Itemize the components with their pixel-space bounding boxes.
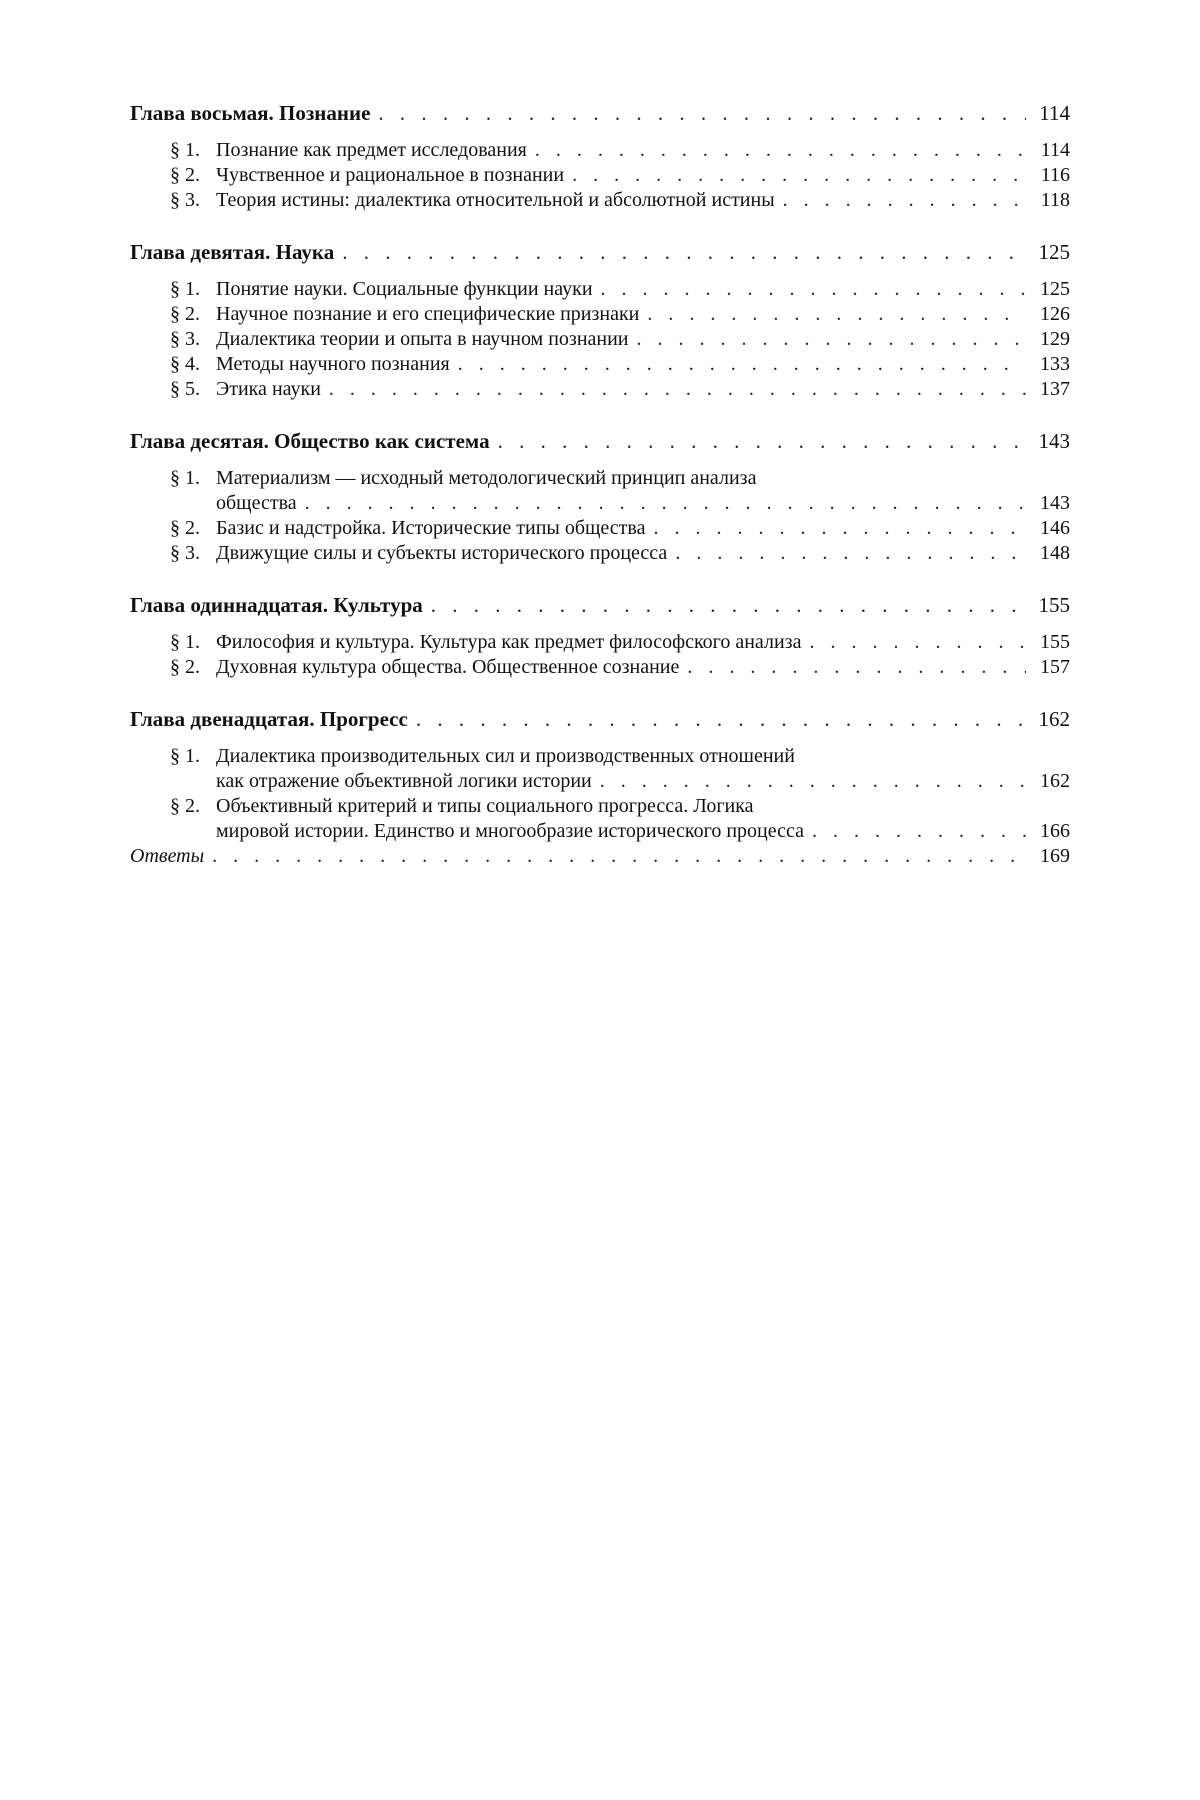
section-number: § 1. [170,467,200,489]
section-number: § 3. [170,542,200,564]
section-entry [170,302,1070,327]
chapter-page-number: 162 [1038,707,1070,731]
chapter-heading [130,426,1070,456]
section-title: Познание как предмет исследования [216,139,527,161]
leader-dots [653,516,1026,541]
section-title: Движущие силы и субъекты исторического процесса [216,542,668,564]
section-title: Понятие науки. Социальные функции науки [216,278,593,300]
section-number: § 2. [170,164,200,186]
section-number: § 2. [170,517,200,539]
section-title: Этика науки [216,378,321,400]
chapter-title: Глава десятая. Общество как система [130,429,490,453]
section-entry [170,377,1070,402]
chapter-heading [130,237,1070,267]
section-entry [170,327,1070,352]
section-page-number: 125 [1040,278,1070,300]
leader-dots [572,163,1026,188]
leader-dots [378,98,1026,128]
leader-dots [431,590,1026,620]
leader-dots [600,769,1026,794]
leader-dots [498,426,1026,456]
section-entry [170,794,1070,844]
leader-dots [647,302,1026,327]
section-title: Методы научного познания [216,353,450,375]
leader-dots [458,352,1026,377]
section-number: § 4. [170,353,200,375]
leader-dots [416,704,1026,734]
section-page-number: 126 [1040,303,1070,325]
chapter-heading [130,590,1070,620]
answers-page-number: 169 [1040,845,1070,867]
section-entry [170,188,1070,213]
section-number: § 1. [170,631,200,653]
section-title-line: мировой истории. Единство и многообразие исторического процесса [216,820,804,842]
leader-dots [809,630,1026,655]
section-entry [170,630,1070,655]
section-entry [170,516,1070,541]
chapter-heading [130,704,1070,734]
section-page-number: 146 [1040,517,1070,539]
answers-entry [130,844,1070,869]
section-number: § 2. [170,656,200,678]
section-list [170,466,1070,566]
section-entry [170,466,1070,516]
leader-dots [637,327,1026,352]
chapter-heading [130,98,1070,128]
section-number: § 3. [170,189,200,211]
leader-dots [329,377,1026,402]
section-entry [170,655,1070,680]
section-page-number: 155 [1040,631,1070,653]
leader-dots [212,844,1026,869]
chapter-title: Глава восьмая. Познание [130,101,371,125]
section-list [170,630,1070,680]
section-page-number: 133 [1040,353,1070,375]
leader-dots [812,819,1026,844]
section-number: § 2. [170,795,200,817]
section-entry [170,138,1070,163]
chapter-title: Глава девятая. Наука [130,240,335,264]
chapter-title: Глава двенадцатая. Прогресс [130,707,408,731]
chapter-title: Глава одиннадцатая. Культура [130,593,423,617]
section-page-number: 116 [1040,164,1070,186]
section-title: Базис и надстройка. Исторические типы общества [216,517,646,539]
table-of-contents [130,98,1070,869]
leader-dots [342,237,1026,267]
section-title: Духовная культура общества. Общественное сознание [216,656,680,678]
section-entry [170,163,1070,188]
leader-dots [535,138,1026,163]
section-list [170,744,1070,844]
section-title: Философия и культура. Культура как предмет философского анализа [216,631,802,653]
section-number: § 3. [170,328,200,350]
section-title-line: Объективный критерий и типы социального прогресса. Логика [216,795,754,817]
section-title-line: Диалектика производительных сил и производственных отношений [216,745,795,767]
section-page-number: 114 [1040,139,1070,161]
section-page-number: 157 [1040,656,1070,678]
chapter-page-number: 125 [1038,240,1070,264]
section-page-number: 143 [1040,492,1070,514]
section-entry [170,277,1070,302]
section-number: § 1. [170,139,200,161]
leader-dots [601,277,1026,302]
section-title-line: как отражение объективной логики истории [216,770,592,792]
section-entry [170,744,1070,794]
section-title: Теория истины: диалектика относительной и абсолютной истины [216,189,775,211]
chapter-page-number: 114 [1039,101,1070,125]
section-page-number: 137 [1040,378,1070,400]
section-number: § 5. [170,378,200,400]
leader-dots [305,491,1026,516]
chapter-page-number: 143 [1038,429,1070,453]
section-page-number: 162 [1040,770,1070,792]
section-page-number: 118 [1040,189,1070,211]
section-title: Научное познание и его специфические признаки [216,303,640,325]
section-entry [170,541,1070,566]
section-page-number: 129 [1040,328,1070,350]
section-number: § 1. [170,745,200,767]
section-list [170,277,1070,402]
section-page-number: 148 [1040,542,1070,564]
leader-dots [687,655,1026,680]
section-entry [170,352,1070,377]
section-number: § 1. [170,278,200,300]
section-title-line: Материализм — исходный методологический принцип анализа [216,467,757,489]
section-title: Чувственное и рациональное в познании [216,164,565,186]
leader-dots [675,541,1026,566]
chapter-page-number: 155 [1038,593,1070,617]
leader-dots [783,188,1026,213]
answers-title: Ответы [130,845,205,867]
section-list [170,138,1070,213]
section-title-line: общества [216,492,297,514]
section-page-number: 166 [1040,820,1070,842]
section-number: § 2. [170,303,200,325]
section-title: Диалектика теории и опыта в научном познании [216,328,629,350]
